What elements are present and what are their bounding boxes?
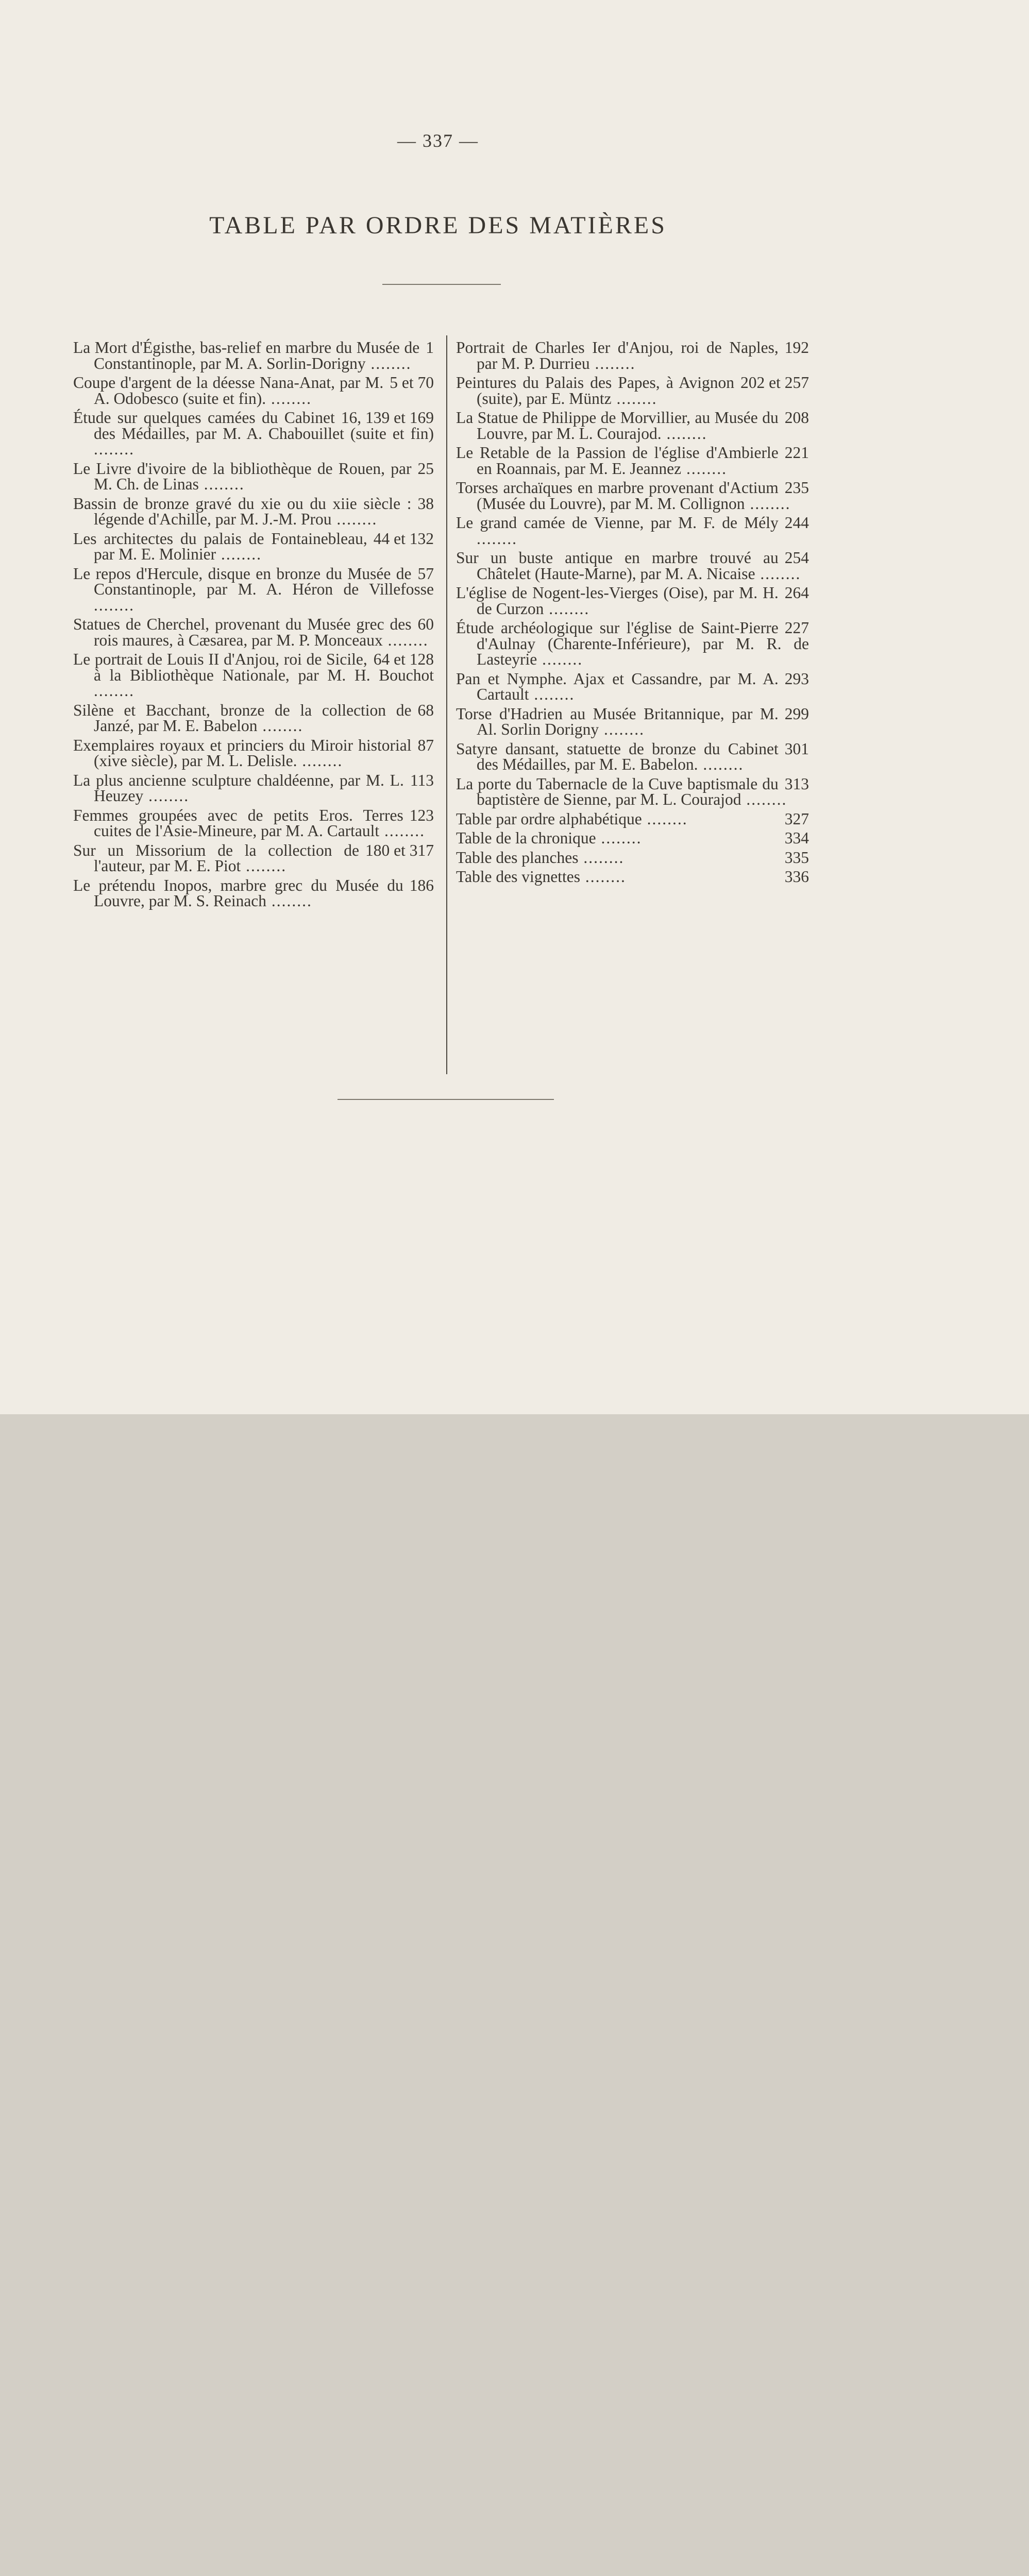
digitization-footer (0, 1414, 1029, 1490)
toc-entry (456, 706, 809, 738)
toc-entry-title: Coupe d'argent de la déesse Nana-Anat, par M. A. Odobesco (suite et fin). (73, 374, 384, 408)
toc-entry-pages: 227 (784, 619, 809, 637)
toc-entry-title: La Mort d'Égisthe, bas-relief en marbre du Musée de Constantinople, par M. A. Sorlin-Dorigny (73, 338, 420, 372)
title-divider (382, 284, 501, 285)
toc-entry-leader-dots: ........ (681, 459, 727, 478)
toc-entry (456, 515, 809, 547)
toc-entry (456, 550, 809, 582)
toc-entry-title: Torse d'Hadrien au Musée Britannique, par M. Al. Sorlin Dorigny (456, 704, 779, 738)
toc-entry-pages: 123 (409, 806, 434, 824)
toc-entry-title: Table des planches (456, 848, 579, 867)
page-title: TABLE PAR ORDRE DES MATIÈRES (209, 212, 667, 239)
toc-entry-leader-dots: ........ (331, 510, 378, 528)
toc-entry-title: Femmes groupées avec de petits Eros. Terres cuites de l'Asie-Mineure, par M. A. Cartault (73, 806, 403, 840)
toc-entry-pages: 16, 139 et 169 (341, 409, 434, 427)
toc-entry-title: La plus ancienne sculpture chaldéenne, par M. L. Heuzey (73, 771, 404, 805)
toc-entry-pages: 301 (784, 739, 809, 758)
toc-entry-pages: 68 (417, 701, 434, 719)
toc-entry-leader-dots: ........ (642, 809, 688, 828)
toc-entry-title: Sur un Missorium de la collection de l'auteur, par M. E. Piot (73, 841, 360, 875)
toc-entry (73, 738, 434, 769)
toc-entry (456, 741, 809, 773)
toc-entry-title: Satyre dansant, statuette de bronze du Cabinet des Médailles, par M. E. Babelon. (456, 739, 779, 773)
toc-entry-leader-dots: ........ (198, 475, 245, 493)
toc-entry (456, 585, 809, 617)
toc-entry-title: Étude sur quelques camées du Cabinet des Médailles, par M. A. Chabouillet (suite et fin) (73, 409, 434, 443)
toc-entry-title: Étude archéologique sur l'église de Saint-Pierre d'Aulnay (Charente-Inférieure), par M. R. de Lasteyrie (456, 619, 809, 668)
toc-entry-title: La Statue de Philippe de Morvillier, au Musée du Louvre, par M. L. Courajod. (456, 409, 779, 443)
toc-entry-title: Le grand camée de Vienne, par M. F. de Mély (456, 514, 779, 532)
toc-entry-leader-dots: ........ (379, 822, 426, 840)
toc-right-column (456, 340, 809, 889)
toc-entry-title: Table des vignettes (456, 868, 580, 886)
toc-entry-leader-dots: ........ (745, 494, 791, 513)
toc-entry-title: Le repos d'Hercule, disque en bronze du Musée de Constantinople, par M. A. Héron de Villefosse (73, 564, 434, 598)
toc-entry-title: Torses archaïques en marbre provenant d'Actium (Musée du Louvre), par M. M. Collignon (456, 479, 779, 513)
toc-entry-title: Pan et Nymphe. Ajax et Cassandre, par M. A. Cartault (456, 669, 779, 703)
toc-entry-pages: 57 (417, 564, 434, 583)
toc-entry (456, 480, 809, 512)
toc-entry-leader-dots: ........ (365, 354, 412, 372)
toc-entry (73, 340, 434, 371)
toc-entry (73, 410, 434, 457)
toc-entry-pages: 235 (784, 479, 809, 497)
toc-entry-pages: 60 (417, 615, 434, 633)
toc-entry-leader-dots: ........ (578, 848, 625, 867)
toc-entry (73, 652, 434, 699)
toc-entry-title: Portrait de Charles Ier d'Anjou, roi de Naples, par M. P. Durrieu (456, 338, 779, 372)
toc-entry-pages: 25 (417, 459, 434, 478)
toc-entry-pages: 186 (409, 876, 434, 894)
toc-entry-leader-dots: ........ (266, 389, 312, 408)
toc-entry-pages: 313 (784, 774, 809, 793)
toc-entry (456, 776, 809, 808)
toc-entry-pages: 180 et 317 (365, 841, 434, 859)
toc-entry-title: Bassin de bronze gravé du xie ou du xiie siècle : légende d'Achille, par M. J.-M. Prou (73, 494, 412, 528)
toc-entry-title: Sur un buste antique en marbre trouvé au Châtelet (Haute-Marne), par M. A. Nicaise (456, 549, 779, 583)
toc-entry-pages: 254 (784, 549, 809, 567)
toc-entry-title: Table de la chronique (456, 829, 596, 847)
toc-entry-leader-dots: ........ (580, 868, 626, 886)
toc-entry-leader-dots: ........ (589, 354, 636, 372)
toc-entry-leader-dots: ........ (661, 424, 707, 443)
toc-entry-title: Table par ordre alphabétique (456, 809, 642, 828)
toc-entry (73, 566, 434, 614)
toc-entry-leader-dots: ........ (266, 892, 312, 910)
toc-entry-pages: 336 (784, 868, 809, 886)
toc-entry-pages: 44 et 132 (373, 529, 434, 548)
toc-entry-leader-dots: ........ (143, 787, 190, 805)
toc-entry-title: Peintures du Palais des Papes, à Avignon (suite), par E. Müntz (456, 374, 735, 408)
toc-entry (456, 850, 809, 866)
toc-entry-title: Silène et Bacchant, bronze de la collection de Janzé, par M. E. Babelon (73, 701, 412, 735)
toc-entry (73, 617, 434, 648)
toc-entry-leader-dots: ........ (94, 682, 134, 700)
toc-entry-leader-dots: ........ (257, 717, 303, 735)
toc-entry-title: Le prétendu Inopos, marbre grec du Musée du Louvre, par M. S. Reinach (73, 876, 403, 910)
toc-entry (73, 808, 434, 839)
toc-entry-title: Le portrait de Louis II d'Anjou, roi de Sicile, à la Bibliothèque Nationale, par M. H. Bouchot (73, 650, 434, 684)
toc-entry-pages: 334 (784, 829, 809, 847)
toc-entry-leader-dots: ........ (241, 857, 287, 875)
toc-entry-pages: 221 (784, 444, 809, 462)
toc-entry-leader-dots: ........ (297, 752, 343, 770)
toc-entry (456, 340, 809, 371)
toc-entry-pages: 293 (784, 669, 809, 688)
toc-entry-leader-dots: ........ (599, 720, 645, 738)
toc-entry-pages: 208 (784, 409, 809, 427)
toc-entry (456, 375, 809, 406)
toc-entry-leader-dots: ........ (537, 650, 583, 668)
toc-entry (73, 703, 434, 734)
toc-entry-leader-dots: ........ (611, 389, 657, 408)
toc-entry (456, 671, 809, 703)
toc-entry (73, 878, 434, 909)
toc-entry (456, 445, 809, 477)
toc-entry (73, 531, 434, 563)
toc-entry-leader-dots: ........ (544, 599, 590, 618)
toc-entry-title: Statues de Cherchel, provenant du Musée grec des rois maures, à Cæsarea, par M. P. Monceaux (73, 615, 412, 649)
toc-entry-pages: 1 (426, 338, 434, 357)
toc-entry (73, 375, 434, 406)
toc-entry-leader-dots: ........ (755, 564, 801, 583)
end-divider (338, 1099, 554, 1100)
toc-entry-pages: 87 (417, 736, 434, 754)
toc-entry-leader-dots: ........ (216, 545, 262, 563)
toc-entry-pages: 192 (784, 338, 809, 357)
toc-entry (73, 496, 434, 528)
toc-entry-title: La porte du Tabernacle de la Cuve baptismale du baptistère de Sienne, par M. L. Courajod (456, 774, 779, 808)
toc-entry-leader-dots: ........ (94, 596, 134, 614)
toc-entry-leader-dots: ........ (698, 755, 744, 773)
toc-entry-pages: 202 et 257 (740, 374, 809, 392)
toc-left-column (73, 340, 434, 913)
toc-entry (73, 843, 434, 874)
toc-entry-pages: 113 (410, 771, 434, 789)
page-number: — 337 — (397, 130, 479, 151)
toc-entry-leader-dots: ........ (94, 440, 134, 458)
toc-entry-pages: 299 (784, 704, 809, 723)
toc-entry-pages: 264 (784, 584, 809, 602)
toc-entry-title: Exemplaires royaux et princiers du Miroir historial (xive siècle), par M. L. Delisle. (73, 736, 412, 770)
toc-entry (456, 410, 809, 442)
toc-entry (73, 773, 434, 804)
toc-entry-pages: 64 et 128 (373, 650, 434, 668)
toc-entry-leader-dots: ........ (382, 631, 429, 649)
toc-entry-pages: 5 et 70 (390, 374, 434, 392)
toc-entry-pages: 327 (784, 809, 809, 828)
toc-entry-pages: 244 (784, 514, 809, 532)
toc-entry-pages: 38 (417, 494, 434, 513)
toc-entry (456, 831, 809, 846)
toc-entry (456, 620, 809, 668)
toc-entry-title: Les architectes du palais de Fontainebleau, par M. E. Molinier (73, 529, 367, 563)
toc-entry-leader-dots: ........ (596, 829, 642, 847)
toc-entry (73, 461, 434, 493)
toc-entry-title: Le Livre d'ivoire de la bibliothèque de Rouen, par M. Ch. de Linas (73, 459, 412, 493)
toc-entry (456, 811, 809, 827)
column-divider (446, 335, 447, 1074)
toc-entry-title: L'église de Nogent-les-Vierges (Oise), par M. H. de Curzon (456, 584, 779, 618)
toc-entry-leader-dots: ........ (529, 685, 575, 703)
toc-entry-leader-dots: ........ (477, 529, 517, 548)
toc-entry-leader-dots: ........ (741, 790, 787, 808)
toc-entry-pages: 335 (784, 848, 809, 867)
toc-entry (456, 869, 809, 885)
toc-entry-title: Le Retable de la Passion de l'église d'Ambierle en Roannais, par M. E. Jeannez (456, 444, 779, 478)
